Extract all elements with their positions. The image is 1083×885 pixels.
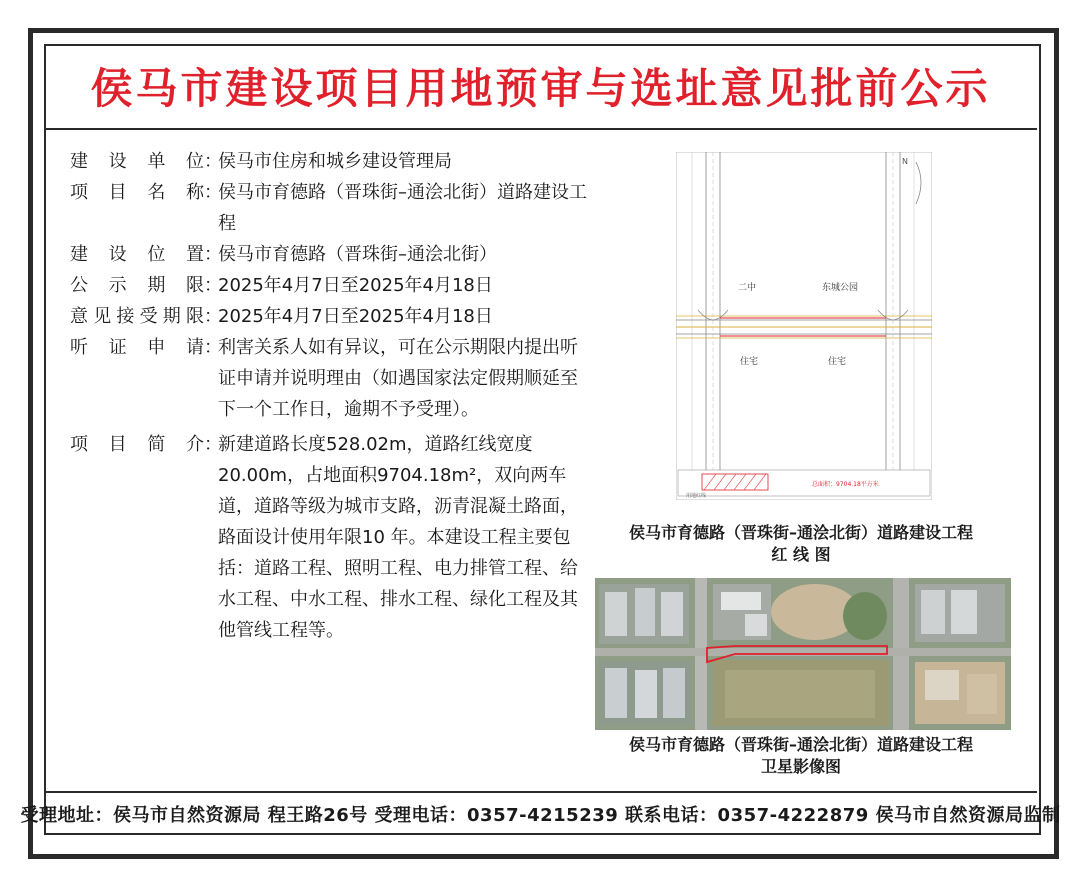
field-row-location: 建设位置 ： 侯马市育德路（晋珠街–通浍北街） (70, 239, 590, 270)
field-list (70, 146, 590, 646)
notice-body (44, 130, 1037, 791)
field-row-summary: 项目简介 ： 新建道路长度528.02m，道路红线宽度20.00m，占地面积9704.18m²，双向两车道，道路等级为城市支路，沥青混凝土路面，路面设计使用年限10 年。本建设工程主要包括：道路工程、照明工程、电力排管工程、给水工程、中水工程、排水工程、绿化工程及其他管线工程等。 (70, 429, 590, 646)
field-label: 意见接受期限 (70, 306, 204, 327)
map-label-school: 二中 (738, 283, 757, 293)
field-row-unit: 建设单位 ： 侯马市住房和城乡建设管理局 (70, 146, 590, 177)
satellite-caption-line1: 侯马市育德路（晋珠街–通浍北街）道路建设工程 (628, 735, 973, 754)
field-label: 项目名称 (70, 182, 204, 203)
field-label: 听证申请 (70, 337, 204, 358)
redline-caption (591, 522, 1011, 566)
north-label: N (902, 157, 908, 166)
page-title: 侯马市建设项目用地预审与选址意见批前公示 (44, 44, 1037, 130)
field-value: 侯马市育德路（晋珠街–通浍北街）道路建设工程 (218, 182, 587, 234)
field-row-feedback-period: 意见接受期限 ： 2025年4月7日至2025年4月18日 (70, 301, 590, 332)
field-value: 利害关系人如有异议，可在公示期限内提出听证申请并说明理由（如遇国家法定假期顺延至下一个工作日，逾期不予受理）。 (218, 337, 578, 420)
field-value: 2025年4月7日至2025年4月18日 (218, 275, 493, 296)
field-label: 项目简介 (70, 434, 204, 455)
field-label: 公示期限 (70, 275, 204, 296)
area-note: 总面积：9704.18平方米 (812, 481, 879, 488)
satellite-caption-line2: 卫星影像图 (760, 757, 841, 776)
legend-label: 用地红线 (686, 493, 707, 499)
field-value: 侯马市住房和城乡建设管理局 (218, 151, 452, 172)
map-label-residence-right: 住宅 (828, 357, 847, 367)
field-label: 建设位置 (70, 244, 204, 265)
map-label-park: 东城公园 (822, 283, 859, 293)
satellite-caption (591, 734, 1011, 778)
map-label-residence-left: 住宅 (740, 357, 759, 367)
field-row-project-name: 项目名称 ： 侯马市育德路（晋珠街–通浍北街）道路建设工程 (70, 177, 590, 239)
redline-caption-line1: 侯马市育德路（晋珠街–通浍北街）道路建设工程 (628, 523, 973, 542)
field-row-hearing: 听证申请 ： 利害关系人如有异议，可在公示期限内提出听证申请并说明理由（如遇国家法定假期顺延至下一个工作日，逾期不予受理）。 (70, 332, 590, 425)
redline-plan-figure (676, 152, 932, 500)
field-value: 新建道路长度528.02m，道路红线宽度20.00m，占地面积9704.18m²，双向两车道，道路等级为城市支路，沥青混凝土路面，路面设计使用年限10 年。本建设工程主要包括：道路工程、照明工程、电力排管工程、给水工程、中水工程、排水工程、绿化工程及其他管线工程等。 (218, 434, 578, 641)
satellite-image-figure (595, 578, 1011, 730)
redline-caption-line2: 红 线 图 (771, 545, 831, 564)
field-value: 2025年4月7日至2025年4月18日 (218, 306, 493, 327)
field-row-notice-period: 公示期限 ： 2025年4月7日至2025年4月18日 (70, 270, 590, 301)
footer-contact: 受理地址：侯马市自然资源局 程王路26号 受理电话：0357-4215239 联系电话：0357-4222879 侯马市自然资源局监制 (44, 791, 1037, 835)
field-value: 侯马市育德路（晋珠街–通浍北街） (218, 244, 497, 265)
field-label: 建设单位 (70, 151, 204, 172)
